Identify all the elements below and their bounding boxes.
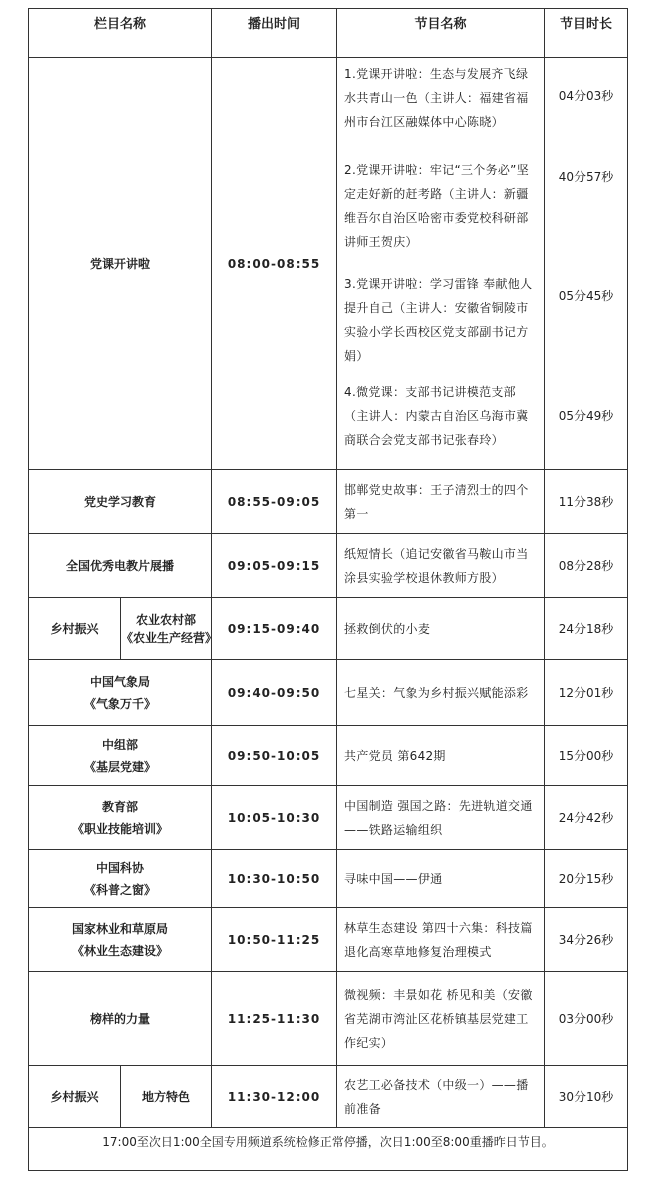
program-cell: 寻味中国——伊通 [337,850,545,908]
program-cell: 拯救倒伏的小麦 [337,598,545,660]
air-time-cell: 10:30-10:50 [212,850,337,908]
table-row [29,58,628,470]
air-time-cell: 08:55-09:05 [212,470,337,534]
program-cell: 农艺工必备技术（中级一）——播前准备 [337,1066,545,1128]
duration-item-3: 05分45秒 [558,289,614,303]
program-item-1: 1.党课开讲啦：生态与发展齐飞绿水共青山一色（主讲人：福建省福州市台江区融媒体中心陈晓） [344,67,529,129]
air-time-cell: 11:25-11:30 [212,972,337,1066]
column-line-1: 中国气象局 [90,674,151,689]
column-name-cell [29,786,212,850]
header-air-time: 播出时间 [212,9,337,58]
duration-cell: 12分01秒 [545,660,628,726]
duration-cell: 24分42秒 [545,786,628,850]
column-name-cell [29,726,212,786]
column-name-cell: 榜样的力量 [29,972,212,1066]
schedule-table [28,8,628,1171]
table-row [29,660,628,726]
table-row [29,534,628,598]
program-item-4: 4.微党课：支部书记讲模范支部（主讲人：内蒙古自治区乌海市冀商联合会党支部书记张春玲） [344,385,529,447]
air-time-cell: 11:30-12:00 [212,1066,337,1128]
duration-cell: 11分38秒 [545,470,628,534]
program-cell [337,58,545,470]
header-program-name: 节目名称 [337,9,545,58]
program-item-3: 3.党课开讲啦：学习雷锋 奉献他人 提升自己（主讲人：安徽省铜陵市实验小学长西校区党支部副书记方娟） [344,277,533,363]
column-name-cell: 乡村振兴 [29,1066,121,1128]
column-line-2: 《科普之窗》 [84,882,157,897]
table-row [29,972,628,1066]
duration-item-4: 05分49秒 [558,409,614,423]
sub-column-cell [121,598,218,660]
column-line-2: 《林业生态建设》 [72,943,169,958]
sub-column-line-1: 农业农村部 [136,612,197,627]
table-row [29,1066,628,1128]
table-row [29,726,628,786]
column-name-cell: 乡村振兴 [29,598,121,660]
duration-cell: 03分00秒 [545,972,628,1066]
column-line-1: 教育部 [102,799,139,814]
column-name-cell [29,660,212,726]
column-name-cell: 党史学习教育 [29,470,212,534]
column-name-cell [29,850,212,908]
program-cell: 七星关：气象为乡村振兴赋能添彩 [337,660,545,726]
column-line-2: 《气象万千》 [84,696,157,711]
duration-cell: 08分28秒 [545,534,628,598]
column-line-2: 《基层党建》 [84,759,157,774]
column-name-cell: 全国优秀电教片展播 [29,534,212,598]
column-line-1: 中组部 [102,737,139,752]
duration-item-1: 04分03秒 [558,89,614,103]
table-row [29,598,628,660]
sub-column-line-2: 《农业生产经营》 [121,630,218,645]
air-time-cell: 09:40-09:50 [212,660,337,726]
table-row [29,786,628,850]
duration-cell: 30分10秒 [545,1066,628,1128]
header-column-name: 栏目名称 [29,9,212,58]
duration-cell [545,58,628,470]
schedule-wrapper [28,8,627,1171]
program-item-2: 2.党课开讲啦：牢记“三个务必”坚定走好新的赶考路（主讲人：新疆维吾尔自治区哈密市委党校科研部讲师王贺庆） [344,163,529,249]
program-cell: 共产党员 第642期 [337,726,545,786]
air-time-cell: 10:50-11:25 [212,908,337,972]
air-time-cell: 09:50-10:05 [212,726,337,786]
column-line-1: 中国科协 [96,860,145,875]
table-header-row [29,9,628,58]
program-cell: 纸短情长（追记安徽省马鞍山市当涂县实验学校退休教师方股） [337,534,545,598]
air-time-cell: 08:00-08:55 [212,58,337,470]
table-row [29,908,628,972]
table-row [29,850,628,908]
program-cell: 林草生态建设 第四十六集：科技篇 退化高寒草地修复治理模式 [337,908,545,972]
duration-cell: 15分00秒 [545,726,628,786]
duration-item-2: 40分57秒 [558,170,614,184]
sub-column-cell: 地方特色 [121,1066,212,1128]
program-cell: 微视频：丰景如花 桥见和美（安徽省芜湖市湾沚区花桥镇基层党建工作纪实） [337,972,545,1066]
header-duration: 节目时长 [545,9,628,58]
air-time-cell: 10:05-10:30 [212,786,337,850]
duration-cell: 20分15秒 [545,850,628,908]
footer-row [29,1128,628,1171]
footer-note: 17:00至次日1:00全国专用频道系统检修正常停播，次日1:00至8:00重播昨日节目。 [29,1128,628,1171]
program-cell: 邯郸党史故事：王子清烈士的四个第一 [337,470,545,534]
air-time-cell: 09:05-09:15 [212,534,337,598]
duration-cell: 24分18秒 [545,598,628,660]
program-cell: 中国制造 强国之路：先进轨道交通——铁路运输组织 [337,786,545,850]
column-name-cell: 党课开讲啦 [29,58,212,470]
column-name-cell [29,908,212,972]
air-time-cell: 09:15-09:40 [212,598,337,660]
column-line-2: 《职业技能培训》 [72,821,169,836]
table-row [29,470,628,534]
column-line-1: 国家林业和草原局 [72,921,169,936]
duration-cell: 34分26秒 [545,908,628,972]
